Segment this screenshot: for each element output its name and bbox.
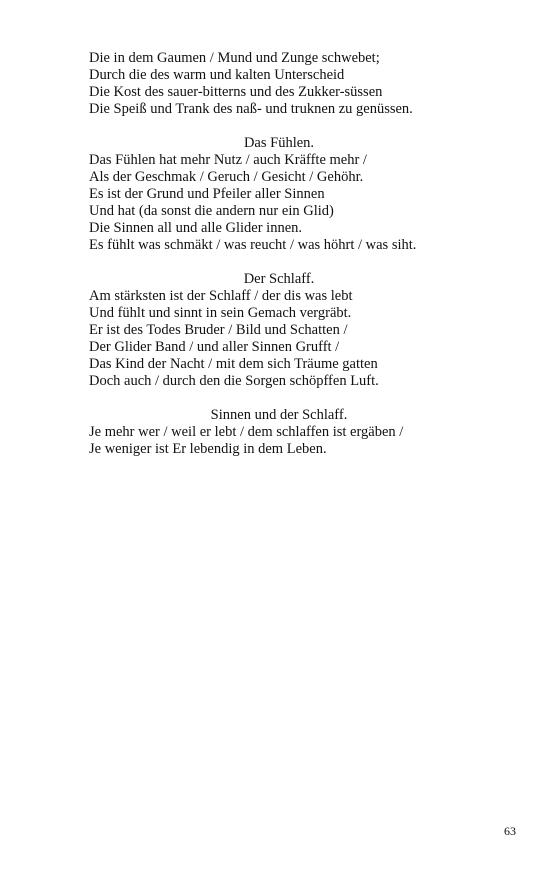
verse-line: Die Speiß und Trank des naß- und truknen zu genüssen. bbox=[89, 101, 413, 117]
verse-line: Doch auch / durch den die Sorgen schöpffen Luft. bbox=[89, 373, 379, 389]
stanza-das-fuehlen bbox=[89, 135, 469, 254]
verse-line: Die Kost des sauer-bitterns und des Zukker-süssen bbox=[89, 84, 383, 100]
verse-line: Das Fühlen hat mehr Nutz / auch Kräffte mehr / bbox=[89, 152, 367, 168]
verse-line: Und hat (da sonst die andern nur ein Glid) bbox=[89, 203, 334, 219]
verse-line: Der Glider Band / und aller Sinnen Grufft / bbox=[89, 339, 340, 355]
verse-line: Je mehr wer / weil er lebt / dem schlaffen ist ergäben / bbox=[89, 424, 404, 440]
stanza-der-schlaff bbox=[89, 271, 469, 390]
verse-line: Durch die des warm und kalten Unterscheid bbox=[89, 67, 345, 83]
stanza-title: Der Schlaff. bbox=[243, 271, 315, 287]
verse-line: Die in dem Gaumen / Mund und Zunge schwebet; bbox=[89, 50, 380, 66]
verse-line: Als der Geschmak / Geruch / Gesicht / Gehöhr. bbox=[89, 169, 364, 185]
stanza-title: Das Fühlen. bbox=[243, 135, 315, 151]
verse-line: Es fühlt was schmäkt / was reucht / was höhrt / was siht. bbox=[89, 237, 417, 253]
verse-line: Am stärksten ist der Schlaff / der dis was lebt bbox=[89, 288, 353, 304]
verse-line: Das Kind der Nacht / mit dem sich Träume gatten bbox=[89, 356, 378, 372]
verse-line: Und fühlt und sinnt in sein Gemach vergräbt. bbox=[89, 305, 352, 321]
page-number: 63 bbox=[504, 824, 516, 838]
verse-line: Es ist der Grund und Pfeiler aller Sinnen bbox=[89, 186, 325, 202]
stanza-1 bbox=[89, 50, 469, 118]
verse-line: Er ist des Todes Bruder / Bild und Schatten / bbox=[89, 322, 348, 338]
stanza-sinnen-und-der-schlaff bbox=[89, 407, 469, 458]
verse-line: Je weniger ist Er lebendig in dem Leben. bbox=[89, 441, 327, 457]
stanza-title: Sinnen und der Schlaff. bbox=[210, 407, 348, 423]
verse-line: Die Sinnen all und alle Glider innen. bbox=[89, 220, 303, 236]
page-body bbox=[89, 50, 469, 475]
